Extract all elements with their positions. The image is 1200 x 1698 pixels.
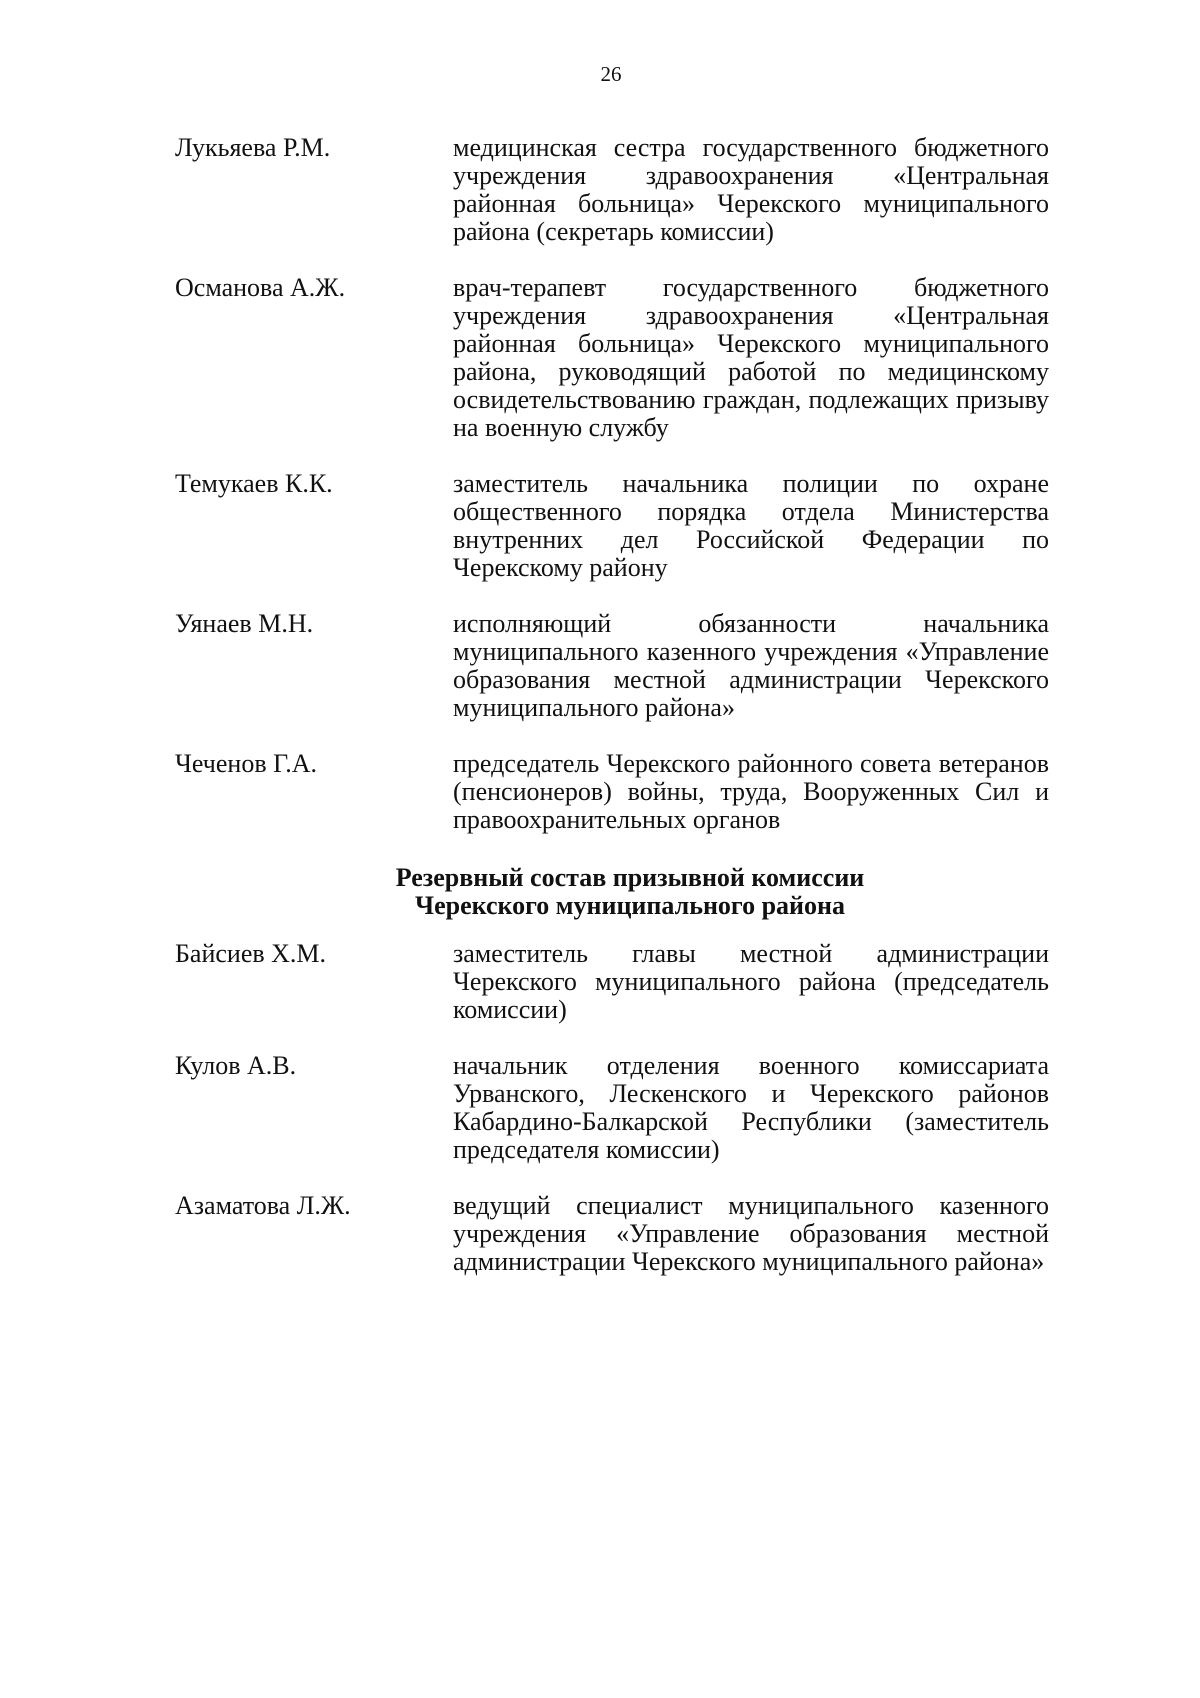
- page-number: 26: [600, 62, 622, 86]
- member-role: председатель Черекского районного совета ветеранов (пенсионеров) войны, труда, Вооруженных Сил и правоохранительных органов: [453, 749, 1049, 834]
- member-name: Азаматова Л.Ж.: [175, 1191, 351, 1220]
- member-entry-uyanaev: [175, 610, 1049, 722]
- member-name: Чеченов Г.А.: [175, 749, 317, 778]
- reserve-section-heading: [193, 864, 1067, 920]
- member-entry-lukyaeva: [175, 134, 1049, 246]
- member-name: Уянаев М.Н.: [175, 609, 314, 638]
- reserve-member-entry-azamatova: [175, 1192, 1049, 1276]
- document-content: [175, 134, 1049, 1276]
- member-role: заместитель главы местной администрации Черекского муниципального района (председатель комиссии): [453, 939, 1049, 1024]
- member-name: Османова А.Ж.: [175, 273, 346, 302]
- member-name: Лукьяева Р.М.: [175, 133, 331, 162]
- member-role: исполняющий обязанности начальника муниципального казенного учреждения «Управление образования местной администрации Черекского муниципального района»: [453, 609, 1049, 722]
- reserve-heading-line-2: Черекского муниципального района: [414, 891, 846, 920]
- member-entry-temukaev: [175, 470, 1049, 582]
- member-entry-osmanova: [175, 274, 1049, 442]
- reserve-heading-line-1: Резервный состав призывной комиссии: [395, 863, 865, 892]
- member-entry-chechenov: [175, 750, 1049, 834]
- member-role: заместитель начальника полиции по охране общественного порядка отдела Министерства внутренних дел Российской Федерации по Черекскому району: [453, 469, 1049, 582]
- member-role: начальник отделения военного комиссариата Урванского, Лескенского и Черекского районов Кабардино-Балкарской Республики (заместитель председателя комиссии): [453, 1051, 1049, 1164]
- member-role: медицинская сестра государственного бюджетного учреждения здравоохранения «Центральная районная больница» Черекского муниципального района (секретарь комиссии): [453, 133, 1049, 246]
- member-name: Байсиев Х.М.: [175, 939, 327, 968]
- member-role: врач-терапевт государственного бюджетного учреждения здравоохранения «Центральная районная больница» Черекского муниципального района, руководящий работой по медицинскому освидетельствованию граждан, подлежащих призыву на военную службу: [453, 273, 1049, 442]
- member-name: Кулов А.В.: [175, 1051, 297, 1080]
- member-name: Темукаев К.К.: [175, 469, 333, 498]
- member-role: ведущий специалист муниципального казенного учреждения «Управление образования местной администрации Черекского муниципального района»: [453, 1191, 1049, 1276]
- reserve-member-entry-baysiev: [175, 940, 1049, 1024]
- reserve-member-entry-kulov: [175, 1052, 1049, 1164]
